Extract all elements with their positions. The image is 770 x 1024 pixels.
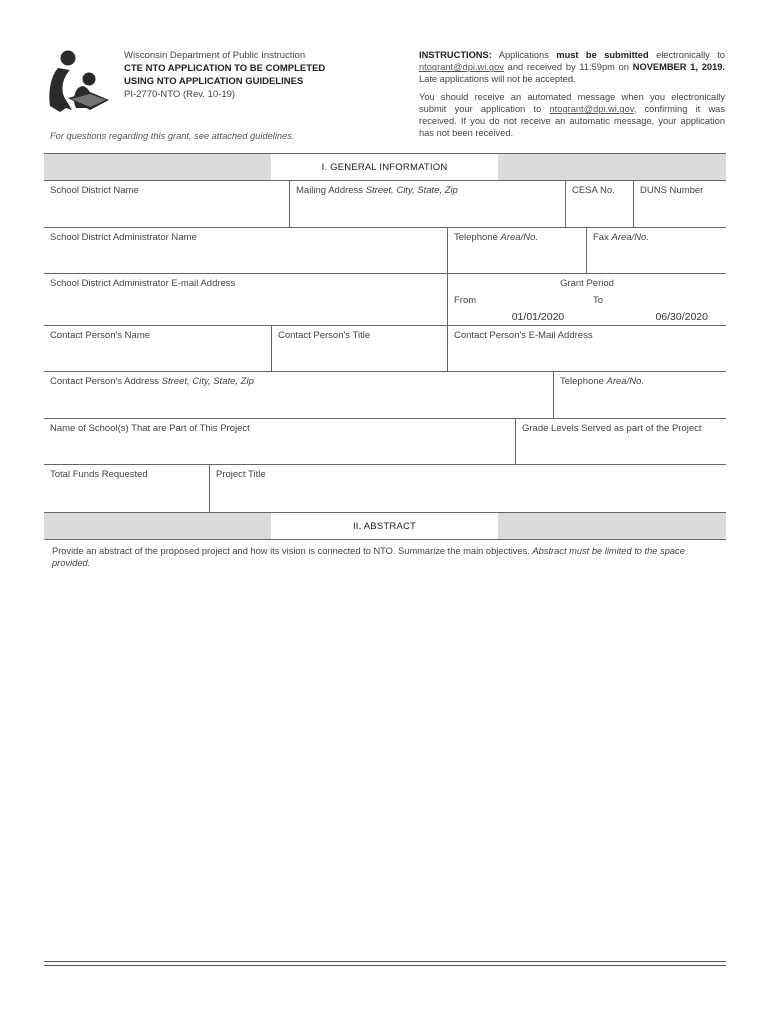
grant-period-label: Grant Period	[560, 278, 614, 289]
field-label: Mailing Address	[296, 185, 364, 196]
form-row	[44, 181, 726, 228]
duns-number-field[interactable]	[633, 181, 726, 227]
application-form	[44, 153, 726, 954]
form-title-line2: USING NTO APPLICATION GUIDELINES	[124, 76, 304, 87]
contact-email-field[interactable]	[447, 326, 726, 371]
field-label: School District Name	[50, 185, 139, 196]
automated-message-text: , confirming it was received. If you do not receive an automatic message, your application has not been received.	[419, 103, 725, 139]
administrator-name-field[interactable]	[44, 228, 447, 273]
field-label: Telephone	[454, 232, 498, 243]
deadline-text: NOVEMBER 1, 2019.	[632, 62, 725, 73]
grant-to-date[interactable]: 06/30/2020	[655, 311, 708, 323]
field-label: Contact Person's Name	[50, 330, 151, 341]
field-label: School District Administrator Name	[50, 232, 197, 243]
instructions-text: electronically to	[648, 50, 725, 60]
field-hint: Street, City, State, Zip	[161, 376, 254, 387]
form-number: PI-2770-NTO (Rev. 10-19)	[124, 89, 236, 100]
form-row	[44, 465, 726, 512]
field-label: Total Funds Requested	[50, 469, 148, 480]
mailing-address-field[interactable]	[289, 181, 565, 227]
schools-name-field[interactable]	[44, 419, 515, 464]
abstract-limit-note: Abstract must be limited to the space provided.	[52, 546, 685, 568]
to-label: To	[593, 295, 604, 306]
form-title-line1: CTE NTO APPLICATION TO BE COMPLETED	[124, 63, 326, 74]
grant-from-date[interactable]: 01/01/2020	[511, 311, 565, 323]
field-hint: Area/No.	[500, 232, 538, 243]
instructions-text: Applications	[491, 50, 557, 60]
form-row	[44, 274, 726, 326]
reading-figures-icon	[46, 48, 112, 116]
must-submitted-text: must be submitted	[556, 50, 649, 60]
field-label: Contact Person's Title	[278, 330, 371, 341]
fax-field[interactable]	[586, 228, 726, 273]
abstract-text: Provide an abstract of the proposed project and how its vision is connected to NTO. Summarize the main objectives.	[52, 546, 533, 556]
email-link-2[interactable]: ntogrant@dpi.wi.gov	[549, 103, 634, 114]
dpi-logo	[46, 48, 112, 116]
automated-message-text: You should receive an automated message when you electronically submit your application to	[419, 91, 725, 114]
field-hint: Street, City, State, Zip	[365, 185, 458, 196]
grade-levels-field[interactable]	[515, 419, 726, 464]
school-district-name-field[interactable]	[44, 181, 289, 227]
field-label: Telephone	[560, 376, 604, 387]
contact-address-field[interactable]	[44, 372, 553, 418]
form-row	[44, 419, 726, 465]
department-name: Wisconsin Department of Public Instruction	[124, 50, 306, 61]
project-title-field[interactable]	[209, 465, 726, 512]
field-hint: Area/No.	[606, 376, 644, 387]
footer-rule	[44, 961, 726, 966]
section-general-information	[44, 153, 726, 181]
questions-note: For questions regarding this grant, see attached guidelines.	[50, 131, 295, 141]
form-row	[44, 228, 726, 274]
instructions-label: INSTRUCTIONS:	[419, 50, 492, 60]
total-funds-field[interactable]	[44, 465, 209, 512]
field-label: DUNS Number	[640, 185, 704, 196]
instructions-text: Late applications will not be accepted.	[419, 74, 576, 85]
abstract-instructions	[44, 540, 726, 574]
section-abstract	[44, 512, 726, 540]
contact-telephone-field[interactable]	[553, 372, 726, 418]
field-label: Contact Person's E-Mail Address	[454, 330, 593, 341]
form-row	[44, 326, 726, 372]
abstract-text-area[interactable]	[44, 574, 726, 954]
cesa-no-field[interactable]	[565, 181, 633, 227]
from-label: From	[454, 295, 477, 306]
administrator-email-field[interactable]	[44, 274, 447, 325]
section-title: I. GENERAL INFORMATION	[271, 154, 498, 180]
section-title: II. ABSTRACT	[271, 513, 498, 539]
field-label: CESA No.	[572, 185, 615, 196]
form-row	[44, 372, 726, 419]
field-label: Name of School(s) That are Part of This Project	[50, 423, 250, 434]
instructions-text: and received by 11:59pm on	[503, 62, 633, 73]
contact-name-field[interactable]	[44, 326, 271, 371]
grant-period	[447, 274, 726, 325]
field-label: Project Title	[216, 469, 266, 480]
telephone-field[interactable]	[447, 228, 586, 273]
instructions	[419, 49, 725, 139]
email-link[interactable]: ntogrant@dpi.wi.gov	[419, 62, 504, 73]
field-label: School District Administrator E-mail Address	[50, 278, 236, 289]
contact-title-field[interactable]	[271, 326, 447, 371]
field-label: Contact Person's Address	[50, 376, 160, 387]
field-hint: Area/No.	[611, 232, 649, 243]
field-label: Grade Levels Served as part of the Project	[522, 423, 702, 434]
field-label: Fax	[593, 232, 609, 243]
